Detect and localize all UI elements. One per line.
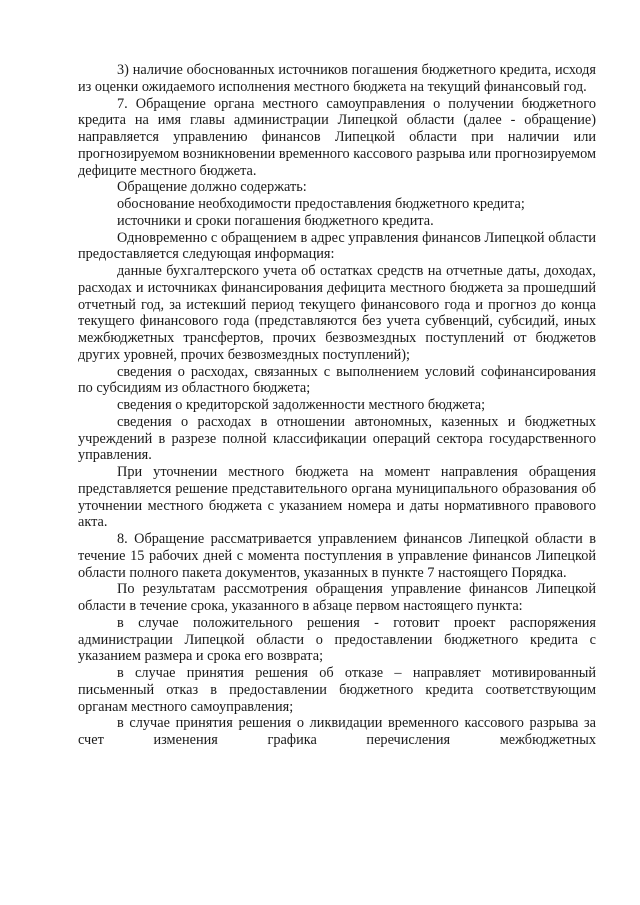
paragraph-6: Одновременно с обращением в адрес управления финансов Липецкой области предоставляется следующая информация: <box>78 229 596 263</box>
paragraph-14: в случае положительного решения - готовит проект распоряжения администрации Липецкой области о предоставлении бюджетного кредита с указанием размера и срока его возврата; <box>78 614 596 665</box>
paragraph-10: сведения о расходах в отношении автономных, казенных и бюджетных учреждений в разрезе полной классификации операций сектора государственного управления. <box>78 413 596 464</box>
paragraph-4: обоснование необходимости предоставления бюджетного кредита; <box>117 196 525 212</box>
paragraph-2: 7. Обращение органа местного самоуправления о получении бюджетного кредита на имя главы администрации Липецкой области (далее - обращение) направляется управлению финансов Липецкой области при наличии или прогнозируемом возникновении временного кассового разрыва или прогнозируемом дефиците местного бюджета. <box>78 95 596 179</box>
paragraph-7: данные бухгалтерского учета об остатках средств на отчетные даты, доходах, расходах и источниках финансирования дефицита местного бюджета за прошедший отчетный год, за истекший период текущего финансового года и прогноз до конца текущего финансового года (представляются без учета субвенций, субсидий, иных межбюджетных трансфертов, прочих безвозмездных поступлений от бюджетов других уровней, прочих безвозмездных поступлений); <box>78 263 596 363</box>
paragraph-12: 8. Обращение рассматривается управлением финансов Липецкой области в течение 15 рабочих дней с момента поступления в управление финансов Липецкой области полного пакета документов, указанных в пункте 7 настоящего Порядка. <box>78 531 596 581</box>
paragraph-13: По результатам рассмотрения обращения управление финансов Липецкой области в течение срока, указанного в абзаце первом настоящего пункта: <box>78 581 596 614</box>
paragraph-3: Обращение должно содержать: <box>117 179 307 196</box>
paragraph-5: источники и сроки погашения бюджетного кредита. <box>117 212 434 229</box>
paragraph-8: сведения о расходах, связанных с выполнением условий софинансирования по субсидиям из областного бюджета; <box>78 363 596 397</box>
document-page <box>78 62 596 749</box>
paragraph-11: При уточнении местного бюджета на момент направления обращения представляется решение представительного органа муниципального образования об уточнении местного бюджета с указанием номера и даты нормативного правового акта. <box>78 464 596 531</box>
paragraph-9: сведения о кредиторской задолженности местного бюджета; <box>117 397 486 413</box>
paragraph-16: в случае принятия решения о ликвидации временного кассового разрыва за счет изменения графика перечисления межбюджетных <box>78 715 596 748</box>
paragraph-1: 3) наличие обоснованных источников погашения бюджетного кредита, исходя из оценки ожидаемого исполнения местного бюджета на текущий финансовый год. <box>78 62 596 95</box>
paragraph-15: в случае принятия решения об отказе – направляет мотивированный письменный отказ в предоставлении бюджетного кредита соответствующим органам местного самоуправления; <box>78 665 596 715</box>
